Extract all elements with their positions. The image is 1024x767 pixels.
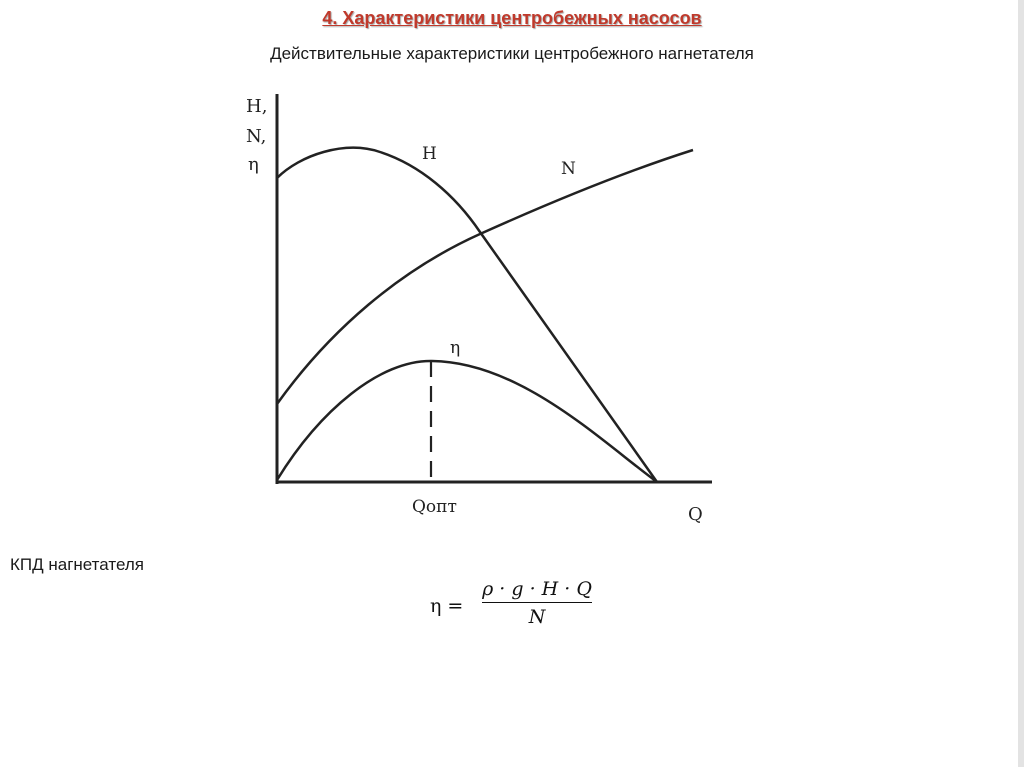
efficiency-heading: КПД нагнетателя: [10, 555, 144, 574]
formula-numerator: ρ · g · H · Q: [482, 578, 592, 600]
fraction-bar: [482, 602, 592, 603]
efficiency-curve: [277, 361, 657, 482]
formula-fraction: [482, 578, 592, 628]
y-axis-label-eta: η: [248, 154, 259, 175]
x-axis-label-q: Q: [688, 504, 703, 525]
head-curve: [277, 148, 657, 482]
head-curve-label: H: [422, 144, 437, 164]
diagram-subtitle: Действительные характеристики центробежного нагнетателя: [270, 44, 754, 63]
q-optimal-label: Qопт: [412, 497, 457, 517]
power-curve-label: N: [561, 159, 576, 179]
y-axis-label-n: N,: [246, 126, 267, 147]
power-curve: [277, 150, 693, 404]
formula-denominator: N: [528, 606, 546, 628]
y-axis-label-h: H,: [246, 96, 268, 117]
slide-title: 4. Характеристики центробежных насосов: [322, 8, 702, 28]
efficiency-curve-label: η: [450, 338, 461, 358]
formula-lhs: η =: [430, 595, 464, 617]
